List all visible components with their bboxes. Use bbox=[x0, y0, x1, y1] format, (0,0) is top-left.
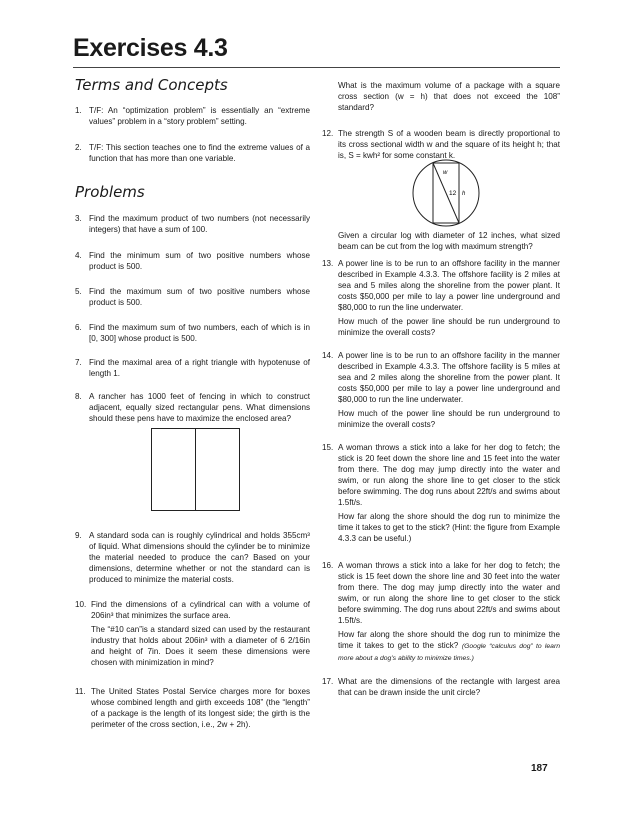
exercise-number: 14. bbox=[322, 351, 334, 360]
exercise-number: 7. bbox=[75, 358, 82, 367]
exercise-number: 17. bbox=[322, 677, 334, 686]
exercise-4 bbox=[75, 250, 310, 272]
exercise-aside: (Google “calculus dog” to learn more about a dog’s ability to minimize times.) bbox=[338, 643, 560, 662]
exercise-number: 11. bbox=[75, 687, 86, 696]
beam-figure bbox=[411, 158, 481, 228]
exercise-text: How much of the power line should be run underground to minimize the overall costs? bbox=[338, 409, 560, 429]
exercise-text: A woman throws a stick into a lake for her dog to fetch; the stick is 15 feet down the shore line and 30 feet into the water from there. The dog may jump directly into the water and swim, or run along the shore line to get closer to the stick before swimming. The dog runs about 22ft/s and swims about 1.5ft/s. bbox=[338, 561, 560, 625]
exercise-number: 4. bbox=[75, 251, 82, 260]
exercise-number: 2. bbox=[75, 143, 82, 152]
exercise-6 bbox=[75, 322, 310, 344]
exercise-11-continued bbox=[322, 80, 560, 113]
exercise-number: 13. bbox=[322, 259, 334, 268]
exercise-number: 8. bbox=[75, 392, 82, 401]
beam-label-d: 12 bbox=[449, 190, 457, 197]
exercise-text: Find the maximum sum of two numbers, each of which is in [0, 300] whose product is 500. bbox=[89, 323, 310, 343]
exercise-text: Find the maximum product of two numbers (not necessarily integers) that have a sum of 100. bbox=[89, 214, 310, 234]
exercise-text: Find the maximum sum of two positive numbers whose product is 500. bbox=[89, 287, 310, 307]
section-heading-terms: Terms and Concepts bbox=[75, 76, 228, 94]
exercise-text: T/F: This section teaches one to find the extreme values of a function that has more than one variable. bbox=[89, 143, 310, 163]
exercise-5 bbox=[75, 286, 310, 308]
exercise-8 bbox=[75, 391, 310, 424]
exercise-2 bbox=[75, 142, 310, 164]
section-heading-problems: Problems bbox=[75, 183, 145, 201]
exercise-1 bbox=[75, 105, 310, 127]
exercise-text: A rancher has 1000 feet of fencing in which to construct adjacent, equally sized rectangular pens. What dimensions should these pens have to maximize the enclosed area? bbox=[89, 392, 310, 423]
exercise-14 bbox=[322, 350, 560, 430]
exercise-question: How far along the shore should the dog run to minimize the time it takes to get to the stick? bbox=[338, 630, 560, 650]
title-rule bbox=[73, 67, 560, 68]
exercise-number: 15. bbox=[322, 443, 334, 452]
exercise-text: The United States Postal Service charges more for boxes whose combined length and girth exceeds 108” (the “length” of a package is the length of its longest side; the girth is the perimeter of the cross section, i.e., 2w + 2h). bbox=[91, 687, 310, 729]
exercise-text: What are the dimensions of the rectangle with largest area that can be drawn inside the unit circle? bbox=[338, 677, 560, 697]
exercise-number: 12. bbox=[322, 129, 334, 138]
exercise-text: A power line is to be run to an offshore facility in the manner described in Example 4.3.3. The offshore facility is 2 miles at sea and 5 miles along the shoreline from the power plant. It costs $50,000 per mile to lay a power line underground and $80,000 to run the line underwater. bbox=[338, 259, 560, 312]
exercise-text: Find the minimum sum of two positive numbers whose product is 500. bbox=[89, 251, 310, 271]
exercise-number: 16. bbox=[322, 561, 334, 570]
exercise-text: The “#10 can”is a standard sized can used by the restaurant industry that holds about 206in³ with a diameter of 6 2/16in and height of 7in. Does it seem these dimensions were chosen with minimization in mind? bbox=[91, 625, 310, 667]
exercise-number: 1. bbox=[75, 106, 82, 115]
exercise-9 bbox=[75, 530, 310, 585]
exercise-7 bbox=[75, 357, 310, 379]
page-number: 187 bbox=[531, 763, 548, 774]
exercise-text: What is the maximum volume of a package with a square cross section (w = h) that does not exceed the 108” standard? bbox=[338, 81, 560, 112]
exercise-text: How far along the shore should the dog run to minimize the time it takes to get to the stick? (Hint: the figure from Example 4.3.3 can be useful.) bbox=[338, 512, 560, 543]
exercise-text: Given a circular log with diameter of 12 inches, what sized beam can be cut from the log with maximum strength? bbox=[338, 231, 560, 251]
exercise-text: Find the dimensions of a cylindrical can with a volume of 206in³ that minimizes the surface area. bbox=[91, 600, 310, 620]
exercise-number: 10. bbox=[75, 600, 87, 609]
exercise-text: Find the maximal area of a right triangle with hypotenuse of length 1. bbox=[89, 358, 310, 378]
exercise-text: T/F: An “optimization problem” is essentially an “extreme values” problem in a “story problem” setting. bbox=[89, 106, 310, 126]
exercise-number: 5. bbox=[75, 287, 82, 296]
exercise-text: A woman throws a stick into a lake for her dog to fetch; the stick is 20 feet down the shore line and 15 feet into the water from there. The dog may jump directly into the water and swim, or run along the shore line to get closer to the stick before swimming. The dog runs about 22ft/s and swims about 1.5ft/s. bbox=[338, 443, 560, 507]
exercise-10 bbox=[75, 599, 310, 668]
exercise-11 bbox=[75, 686, 310, 730]
exercise-13 bbox=[322, 258, 560, 338]
exercise-number: 3. bbox=[75, 214, 82, 223]
exercise-16 bbox=[322, 560, 560, 664]
exercise-12-continued bbox=[322, 230, 560, 252]
exercise-text: A standard soda can is roughly cylindrical and holds 355cm³ of liquid. What dimensions should the cylinder be to minimize the material needed to produce the can? Based on your dimensions, determine whether or not the standard can is produced to minimize the material costs. bbox=[89, 531, 310, 584]
exercise-3 bbox=[75, 213, 310, 235]
exercise-text bbox=[338, 629, 560, 664]
beam-label-w: w bbox=[443, 170, 448, 176]
exercise-text: The strength S of a wooden beam is directly proportional to its cross sectional width w and the square of its height h; that is, S = kwh² for some constant k. bbox=[338, 129, 560, 160]
exercise-12 bbox=[322, 128, 560, 161]
exercise-15 bbox=[322, 442, 560, 544]
exercise-number: 9. bbox=[75, 531, 82, 540]
beam-label-h: h bbox=[462, 191, 466, 197]
pens-figure bbox=[151, 428, 241, 512]
exercise-number: 6. bbox=[75, 323, 82, 332]
page-title: Exercises 4.3 bbox=[73, 34, 228, 62]
exercise-text: A power line is to be run to an offshore facility in the manner described in Example 4.3.3. The offshore facility is 5 miles at sea and 2 miles along the shoreline from the power plant. It costs $50,000 per mile to lay a power line underground and $80,000 to run the line underwater. bbox=[338, 351, 560, 404]
exercise-text: How much of the power line should be run underground to minimize the overall costs? bbox=[338, 317, 560, 337]
exercise-17 bbox=[322, 676, 560, 698]
